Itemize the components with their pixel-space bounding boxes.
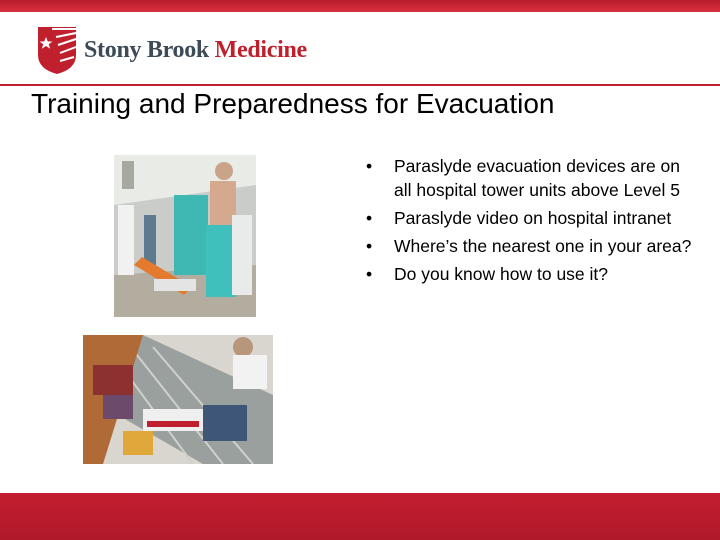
logo-word-medicine: Medicine — [214, 36, 307, 63]
bullet-item — [366, 262, 696, 286]
bullet-item — [366, 206, 696, 230]
bullet-marker: • — [366, 264, 373, 284]
bottom-accent-bar — [0, 493, 720, 540]
bullet-item — [366, 154, 696, 202]
bullet-list — [366, 154, 696, 290]
bullet-text: Do you know how to use it? — [394, 264, 609, 284]
hallway-evacuation-drill-photo — [114, 155, 256, 317]
stairwell-evacuation-photo — [83, 335, 273, 464]
bullet-text: Where’s the nearest one in your area? — [394, 236, 692, 256]
top-accent-bar — [0, 0, 720, 12]
bullet-text: Paraslyde evacuation devices are on all hospital tower units above Level 5 — [394, 156, 681, 200]
slide-title: Training and Preparedness for Evacuation — [31, 88, 555, 119]
bullet-item — [366, 234, 696, 258]
shield-star-icon — [36, 25, 78, 75]
stony-brook-medicine-logo — [36, 24, 307, 76]
bullet-marker: • — [366, 236, 373, 256]
bullet-text: Paraslyde video on hospital intranet — [394, 208, 672, 228]
bullet-marker: • — [366, 156, 373, 176]
bullet-marker: • — [366, 208, 373, 228]
header-divider — [0, 84, 720, 86]
logo-word-stony-brook: Stony Brook — [84, 36, 209, 63]
logo-wordmark — [84, 37, 307, 64]
